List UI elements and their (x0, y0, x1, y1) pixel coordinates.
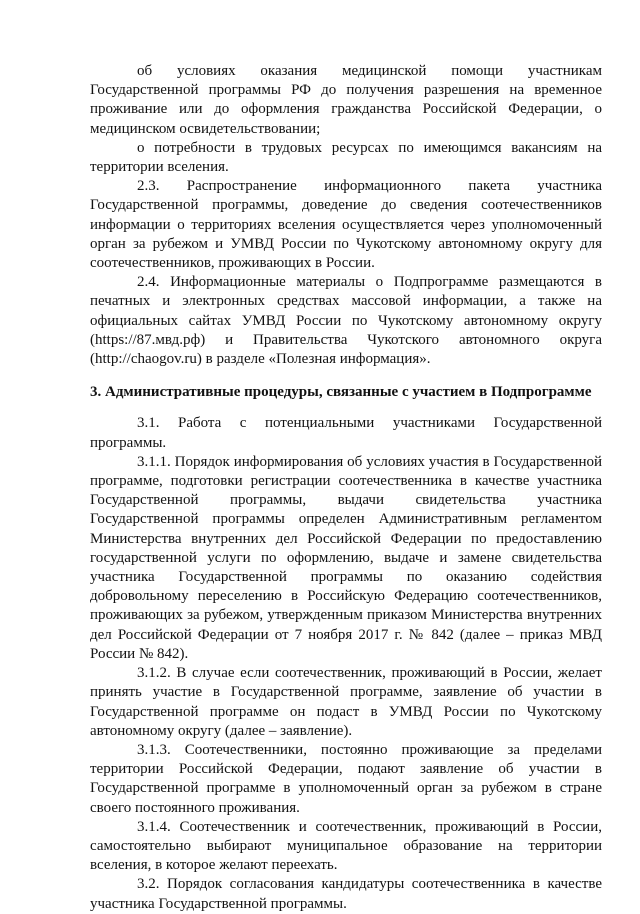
paragraph-3-2: 3.2. Порядок согласования кандидатуры соотечественника в качестве участника Государственной программы. (90, 876, 602, 912)
paragraph-2-3: 2.3. Распространение информационного пакета участника Государственной программы, доведение до сведения соотечественников информации о территориях вселения осуществляется через уполномоченный орган за рубежом и УМВД России по Чукотскому автономному округу для соотечественников, проживающих в России. (90, 178, 602, 272)
paragraph-3-1-1: 3.1.1. Порядок информирования об условиях участия в Государственной программе, подготовки регистрации соотечественника в качестве участника Государственной программы, выдачи свидетельства участника Государственной программы определен Административным регламентом Министерства внутренних дел Российской Федерации по предоставлению государственной услуги по оформлению, выдаче и замене свидетельства участника Государственной программы по оказанию содействия добровольному переселению в Российскую Федерацию соотечественников, проживающих за рубежом, утвержденным приказом Министерства внутренних дел Российской Федерации от 7 ноября 2017 г. № 842 (далее – приказ МВД России № 842). (90, 453, 602, 662)
paragraph-3-1: 3.1. Работа с потенциальными участниками Государственной программы. (90, 415, 602, 451)
section-heading-3: 3. Административные процедуры, связанные с участием в Подпрограмме (90, 384, 592, 401)
paragraph-3-1-2: 3.1.2. В случае если соотечественник, проживающий в России, желает принять участие в Государственной программе, заявление об участии в Государственной программе он подаст в УМВД России по Чукотскому автономному округу (далее – заявление). (90, 665, 602, 739)
paragraph-3-1-4: 3.1.4. Соотечественник и соотечественник, проживающий в России, самостоятельно выбирают муниципальное образование на территории вселения, в которое желают переехать. (90, 818, 602, 874)
paragraph-medical-conditions: об условиях оказания медицинской помощи участникам Государственной программы РФ до получения разрешения на временное проживание или до оформления гражданства Российской Федерации, о медицинском освидетельствовании; (90, 63, 602, 137)
paragraph-3-1-3: 3.1.3. Соотечественники, постоянно проживающие за пределами территории Российской Федерации, подают заявление об участии в Государственной программе в уполномоченный орган за рубежом в стране своего постоянного проживания. (90, 741, 602, 816)
paragraph-labor-needs: о потребности в трудовых ресурсах по имеющимся вакансиям на территории вселения. (90, 139, 602, 176)
document-page (90, 62, 602, 914)
paragraph-2-4: 2.4. Информационные материалы о Подпрограмме размещаются в печатных и электронных средствах массовой информации, а также на официальных сайтах УМВД России по Чукотскому автономному округу (https://87.мвд.рф) и Правительства Чукотского автономного округа (http://chaogov.ru) в разделе «Полезная информация». (90, 274, 602, 368)
